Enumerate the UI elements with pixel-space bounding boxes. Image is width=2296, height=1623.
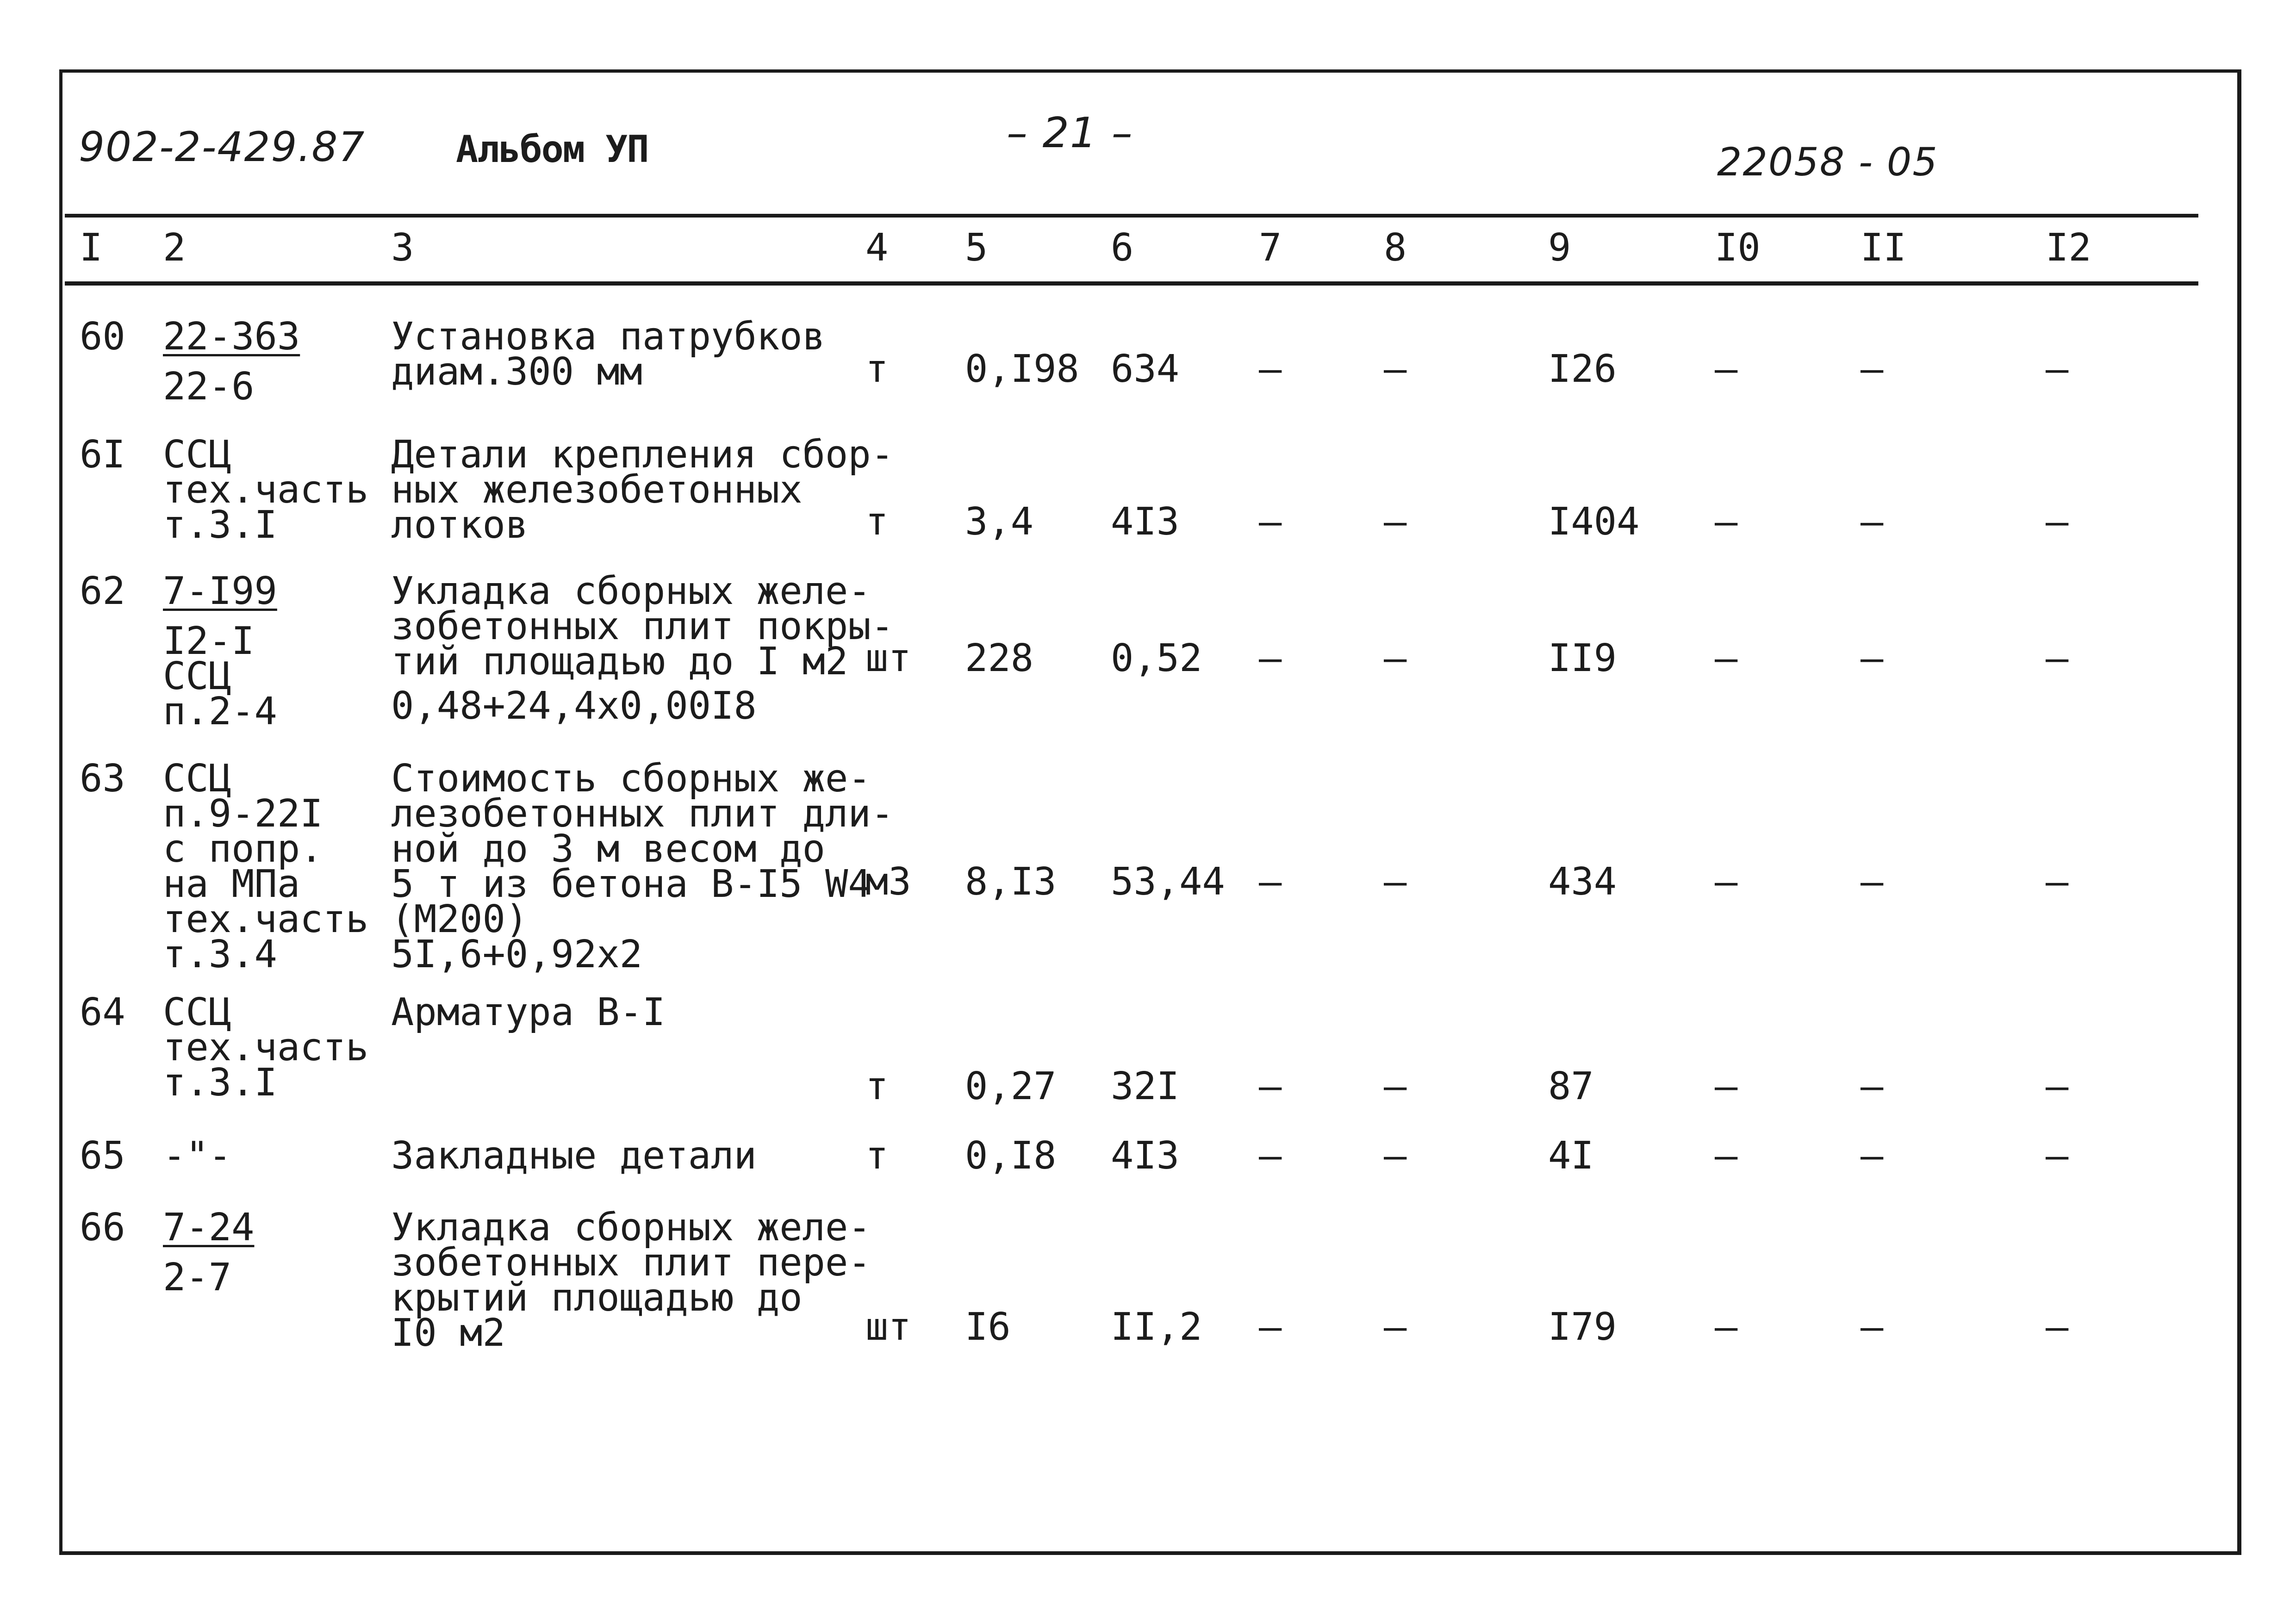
header-rule-top (65, 214, 2198, 218)
col-11-value: – (1860, 860, 1884, 904)
album-label: Альбом УП (456, 128, 648, 171)
col-12-value: – (2046, 347, 2069, 391)
work-description: Укладка сборных желе- зобетонных плит покры- тий площадью до I м2 (391, 569, 894, 684)
column-header-11: II (1860, 226, 1906, 270)
column-header-7: 7 (1259, 226, 1282, 270)
column-header-8: 8 (1384, 226, 1407, 270)
quantity: 0,I8 (965, 1134, 1057, 1178)
column-header-2: 2 (163, 226, 186, 270)
unit-price: 32I (1111, 1064, 1180, 1108)
quantity: 3,4 (965, 500, 1034, 544)
col-10-value: – (1715, 500, 1738, 544)
col-7-value: – (1259, 1064, 1282, 1108)
col-7-value: – (1259, 347, 1282, 391)
quantity: 0,I98 (965, 347, 1079, 391)
col-8-value: – (1384, 1064, 1407, 1108)
column-header-1: I (80, 226, 103, 270)
norm-source: ССЦ тех.часть т.3.I (163, 433, 369, 547)
column-header-5: 5 (965, 226, 988, 270)
col-10-value: – (1715, 1064, 1738, 1108)
col-12-value: – (2046, 636, 2069, 680)
col-12-value: – (2046, 500, 2069, 544)
work-description: Закладные детали (391, 1134, 757, 1178)
col-8-value: – (1384, 500, 1407, 544)
norm-source: 2-7 (163, 1256, 232, 1300)
unit: шт (865, 636, 911, 680)
col-10-value: – (1715, 860, 1738, 904)
unit: м3 (865, 860, 911, 904)
norm-source: 22-6 (163, 365, 255, 409)
column-header-6: 6 (1111, 226, 1134, 270)
row-number: 64 (80, 990, 125, 1034)
unit: т (865, 500, 889, 544)
page-number: – 21 – (1007, 109, 1133, 157)
col-8-value: – (1384, 1134, 1407, 1178)
column-header-10: I0 (1715, 226, 1761, 270)
col-7-value: – (1259, 636, 1282, 680)
row-number: 60 (80, 315, 125, 359)
col-12-value: – (2046, 1305, 2069, 1349)
doc-code: 902-2-429.87 (79, 123, 366, 171)
col-11-value: – (1860, 347, 1884, 391)
norm-code: 22-363 (163, 315, 300, 359)
unit-price: 634 (1111, 347, 1180, 391)
unit-price: 4I3 (1111, 1134, 1180, 1178)
row-number: 62 (80, 569, 125, 613)
column-header-4: 4 (865, 226, 889, 270)
unit: т (865, 347, 889, 391)
col-12-value: – (2046, 860, 2069, 904)
work-description: Детали крепления сбор- ных железобетонных лотков (391, 433, 894, 547)
col-12-value: – (2046, 1064, 2069, 1108)
quantity: 228 (965, 636, 1034, 680)
col-10-value: – (1715, 636, 1738, 680)
col-7-value: – (1259, 860, 1282, 904)
norm-code: 7-I99 (163, 569, 277, 613)
row-number: 66 (80, 1206, 125, 1250)
col-8-value: – (1384, 860, 1407, 904)
col-8-value: – (1384, 347, 1407, 391)
work-description: Укладка сборных желе- зобетонных плит пере- крытий площадью до I0 м2 (391, 1206, 871, 1355)
col-11-value: – (1860, 1134, 1884, 1178)
total-cost: 434 (1548, 860, 1617, 904)
col-7-value: – (1259, 500, 1282, 544)
column-header-3: 3 (391, 226, 414, 270)
col-7-value: – (1259, 1305, 1282, 1349)
col-10-value: – (1715, 347, 1738, 391)
norm-source: ССЦ тех.часть т.3.I (163, 990, 369, 1105)
norm-source: I2-I ССЦ п.2-4 (163, 619, 277, 734)
unit: шт (865, 1305, 911, 1349)
row-number: 6I (80, 433, 125, 477)
unit-price: II,2 (1111, 1305, 1202, 1349)
col-11-value: – (1860, 1305, 1884, 1349)
unit-price: 4I3 (1111, 500, 1180, 544)
header-rule-bottom (65, 281, 2198, 286)
total-cost: II9 (1548, 636, 1617, 680)
total-cost: I26 (1548, 347, 1617, 391)
work-description: Стоимость сборных же- лезобетонных плит дли- ной до 3 м весом до 5 т из бетона В-I5 W4 (М200) 5I,6+0,92x2 (391, 757, 894, 976)
col-11-value: – (1860, 500, 1884, 544)
total-cost: I79 (1548, 1305, 1617, 1349)
col-11-value: – (1860, 1064, 1884, 1108)
col-10-value: – (1715, 1134, 1738, 1178)
column-header-12: I2 (2046, 226, 2091, 270)
row-number: 63 (80, 757, 125, 801)
work-description: Установка патрубков диам.300 мм (391, 315, 825, 394)
work-description: Арматура В-I (391, 990, 666, 1034)
col-8-value: – (1384, 1305, 1407, 1349)
unit-price: 0,52 (1111, 636, 1202, 680)
total-cost: I404 (1548, 500, 1640, 544)
calc-formula: 0,48+24,4x0,00I8 (391, 684, 757, 728)
total-cost: 4I (1548, 1134, 1594, 1178)
quantity: I6 (965, 1305, 1011, 1349)
quantity: 0,27 (965, 1064, 1057, 1108)
archive-number: 22058 - 05 (1717, 139, 1938, 185)
norm-source: -"- (163, 1134, 232, 1178)
quantity: 8,I3 (965, 860, 1057, 904)
col-10-value: – (1715, 1305, 1738, 1349)
unit: т (865, 1064, 889, 1108)
norm-source: ССЦ п.9-22I с попр. на МПа тех.часть т.3.4 (163, 757, 369, 976)
column-header-9: 9 (1548, 226, 1571, 270)
unit: т (865, 1134, 889, 1178)
total-cost: 87 (1548, 1064, 1594, 1108)
col-8-value: – (1384, 636, 1407, 680)
col-12-value: – (2046, 1134, 2069, 1178)
col-7-value: – (1259, 1134, 1282, 1178)
norm-code: 7-24 (163, 1206, 255, 1250)
col-11-value: – (1860, 636, 1884, 680)
row-number: 65 (80, 1134, 125, 1178)
unit-price: 53,44 (1111, 860, 1225, 904)
